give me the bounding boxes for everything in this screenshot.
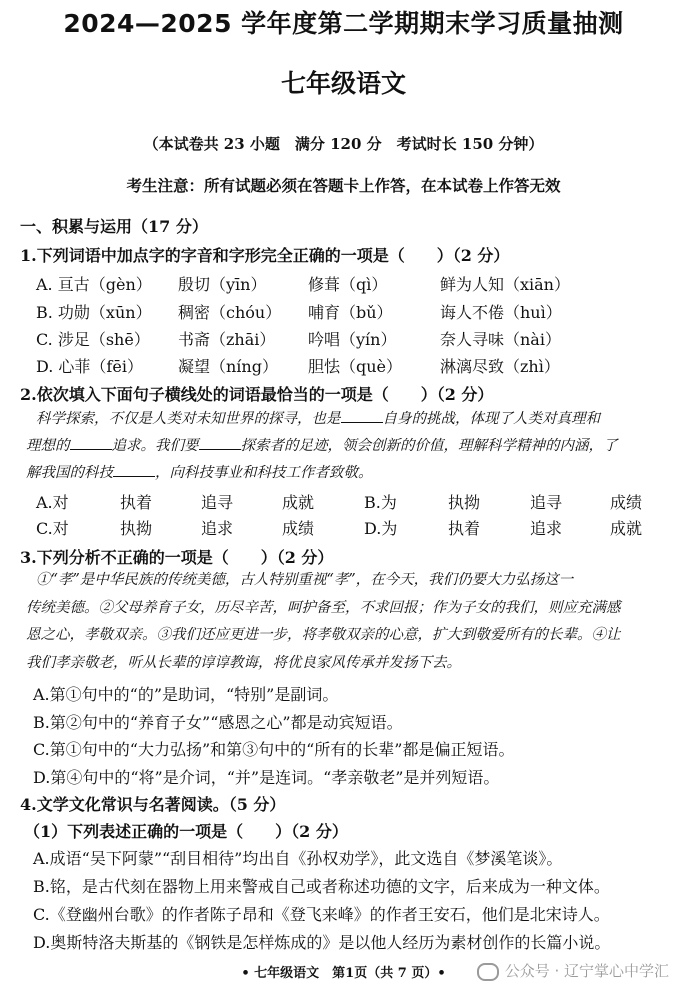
answer-blank <box>199 437 241 450</box>
q2-option: 成就 <box>282 493 315 512</box>
exam-notice: 考生注意：所有试题必须在答题卡上作答，在本试卷上作答无效 <box>126 176 561 195</box>
q2-option: 执着 <box>448 519 481 538</box>
q1-cell: 诲人不倦（huì） <box>440 303 562 322</box>
q2-option: 执拗 <box>448 493 481 512</box>
q3-option-c: C.第①句中的“大力弘扬”和第③句中的“所有的长辈”都是偏正短语。 <box>33 740 515 759</box>
q3-option-d: D.第④句中的“将”是介词，“并”是连词。“孝亲敬老”是并列短语。 <box>33 768 500 787</box>
q1-cell: 殷切（yīn） <box>178 275 267 294</box>
q2-text: 解我国的科技 <box>26 465 113 481</box>
answer-blank <box>113 464 155 477</box>
q2-text: 追求。我们要 <box>111 438 199 454</box>
q2-option: C.对 <box>36 519 69 538</box>
q3-option-b: B.第②句中的“养育子女”“感恩之心”都是动宾短语。 <box>33 713 403 732</box>
watermark-text: 公众号 · 辽宁掌心中学汇 <box>504 962 669 980</box>
q4-option-d: D.奥斯特洛夫斯基的《钢铁是怎样炼成的》是以他人经历为素材创作的长篇小说。 <box>33 933 611 952</box>
q1-cell: 鲜为人知（xiān） <box>440 275 570 294</box>
q1-cell: C. 涉足（shē） <box>36 330 150 349</box>
watermark <box>477 960 669 981</box>
q1-cell: 奈人寻味（nài） <box>440 330 561 349</box>
q2-passage-line <box>26 464 676 481</box>
q4-option-b: B.铭，是古代刻在器物上用来警戒自己或者称述功德的文字，后来成为一种文体。 <box>33 877 610 896</box>
q1-cell: 稠密（chóu） <box>178 303 282 322</box>
q3-passage-line: 我们孝亲敬老，听从长辈的谆谆教诲，将优良家风传承并发扬下去。 <box>26 655 461 671</box>
q1-cell: D. 心菲（fēi） <box>36 357 143 376</box>
q2-text: ，向科技事业和科技工作者致敬。 <box>155 465 373 481</box>
q2-option: D.为 <box>364 519 398 538</box>
q4-sub-stem: （1）下列表述正确的一项是（ ）（2 分） <box>24 822 348 841</box>
page-footer: • 七年级语文 第1页（共 7 页）• <box>241 966 446 981</box>
q1-cell: 胆怯（què） <box>308 357 403 376</box>
q1-cell: 淋漓尽致（zhì） <box>440 357 560 376</box>
q2-option: 追寻 <box>530 493 563 512</box>
q4-option-a: A.成语“吴下阿蒙”“刮目相待”均出自《孙权劝学》，此文选自《梦溪笔谈》。 <box>33 849 563 868</box>
q2-text: 探索者的足迹，领会创新的价值，理解科学精神的内涵，了 <box>240 438 618 454</box>
section-heading: 一、积累与运用（17 分） <box>20 217 208 236</box>
q3-passage-line: 传统美德。②父母养育子女，历尽辛苦，呵护备至，不求回报；作为子女的我们，则应充满感 <box>26 600 621 616</box>
q2-passage-line <box>36 410 686 427</box>
q3-option-a: A.第①句中的“的”是助词，“特别”是副词。 <box>33 685 339 704</box>
q2-option: 成就 <box>610 519 643 538</box>
q4-stem: 4.文学文化常识与名著阅读。（5 分） <box>20 795 286 814</box>
q3-passage-line: ①“孝”是中华民族的传统美德，古人特别重视“孝”，在今天，我们仍要大力弘扬这一 <box>36 572 574 588</box>
q2-option: A.对 <box>36 493 69 512</box>
q2-option: 执着 <box>120 493 153 512</box>
q2-stem: 2.依次填入下面句子横线处的词语最恰当的一项是（ ）（2 分） <box>20 385 494 404</box>
q2-option: 成绩 <box>610 493 643 512</box>
q2-option: 执拗 <box>120 519 153 538</box>
subject-title: 七年级语文 <box>280 69 406 98</box>
q1-cell: 凝望（níng） <box>178 357 278 376</box>
q1-stem: 1.下列词语中加点字的字音和字形完全正确的一项是（ ）（2 分） <box>20 246 510 265</box>
q1-cell: 哺育（bǔ） <box>308 303 393 322</box>
q2-option: 追寻 <box>201 493 234 512</box>
q1-cell: 书斋（zhāi） <box>178 330 276 349</box>
q2-passage-line <box>26 437 676 454</box>
q1-cell: 修葺（qì） <box>308 275 388 294</box>
q1-cell: 吟唱（yín） <box>308 330 397 349</box>
answer-blank <box>341 410 383 423</box>
q3-passage-line: 恩之心，孝敬双亲。③我们还应更进一步，将孝敬双亲的心意，扩大到敬爱所有的长辈。④让 <box>26 627 621 643</box>
wechat-icon <box>477 963 499 981</box>
q2-option: 追求 <box>201 519 234 538</box>
answer-blank <box>70 437 112 450</box>
q1-cell: A. 亘古（gèn） <box>36 275 152 294</box>
q4-option-c: C.《登幽州台歌》的作者陈子昂和《登飞来峰》的作者王安石，他们是北宋诗人。 <box>33 905 610 924</box>
q2-option: 追求 <box>530 519 563 538</box>
exam-title: 2024—2025 学年度第二学期期末学习质量抽测 <box>63 9 624 38</box>
q2-text: 理想的 <box>26 438 70 454</box>
exam-meta: （本试卷共 23 小题 满分 120 分 考试时长 150 分钟） <box>143 135 544 153</box>
q1-cell: B. 功勋（xūn） <box>36 303 152 322</box>
q2-text: 自身的挑战，体现了人类对真理和 <box>382 411 600 427</box>
q3-stem: 3.下列分析不正确的一项是（ ）（2 分） <box>20 548 334 567</box>
q2-option: B.为 <box>364 493 397 512</box>
q2-option: 成绩 <box>282 519 315 538</box>
q2-text: 科学探索，不仅是人类对未知世界的探寻，也是 <box>36 411 341 427</box>
